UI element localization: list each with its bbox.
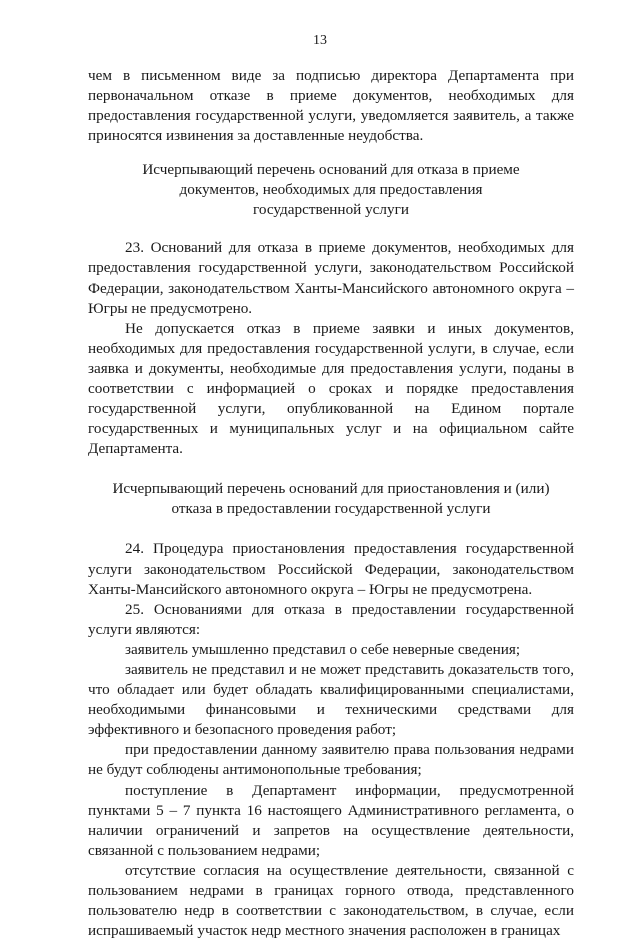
list-item: заявитель умышленно представил о себе неверные сведения; xyxy=(125,640,521,658)
section-heading-refusal-documents: Исчерпывающий перечень оснований для отказа в приеме документов, необходимых для предоставления государственной услуги xyxy=(142,161,520,219)
paragraph-24: 24. Процедура приостановления предоставления государственной услуги законодательством Российской Федерации, законодательством Ханты-Мансийского автономного округа – Югры не предусмотрена. xyxy=(88,540,574,598)
document-body xyxy=(88,66,574,941)
list-item: заявитель не представил и не может представить доказательств того, что обладает или будет обладать квалифицированными специалистами, необходимыми финансовыми и техническими средствами для эффективного и безопасного проведения работ; xyxy=(88,660,574,739)
list-item: отсутствие согласия на осуществление деятельности, связанной с пользованием недрами в границах горного отвода, представленного пользователю недр в соответствии с законодательством, в случае, если испрашиваемый участок недр местного значения расположен в границах xyxy=(88,861,574,940)
page-number: 13 xyxy=(313,33,327,48)
list-item: поступление в Департамент информации, предусмотренной пунктами 5 – 7 пункта 16 настоящего Административного регламента, о наличии ограничений и запретов на осуществление деятельности, связанной с пользованием недрами; xyxy=(88,781,574,859)
paragraph-25: 25. Основаниями для отказа в предоставлении государственной услуги являются: xyxy=(88,600,574,638)
intro-paragraph: чем в письменном виде за подписью директора Департамента при первоначальном отказе в приеме документов, необходимых для предоставления государственной услуги, уведомляется заявитель, а также приносятся извинения за доставленные неудобства. xyxy=(88,67,574,145)
section-heading-suspension-refusal: Исчерпывающий перечень оснований для приостановления и (или) отказа в предоставлении государственной услуги xyxy=(112,480,550,518)
list-item: при предоставлении данному заявителю права пользования недрами не будут соблюдены антимонопольные требования; xyxy=(88,741,574,779)
paragraph-23: 23. Оснований для отказа в приеме документов, необходимых для предоставления государственной услуги, законодательством Российской Федерации, законодательством Ханты-Мансийского автономного округа – Югры не предусмотрено. xyxy=(88,239,574,317)
paragraph-23-continued: Не допускается отказ в приеме заявки и иных документов, необходимых для предоставления государственной услуги, в случае, если заявка и документы, необходимые для предоставления услуги, поданы в соответствии с информацией о сроках и порядке предоставления государственной услуги, опубликованной на Едином портале государственных и муниципальных услуг и на официальном сайте Департамента. xyxy=(88,319,574,458)
